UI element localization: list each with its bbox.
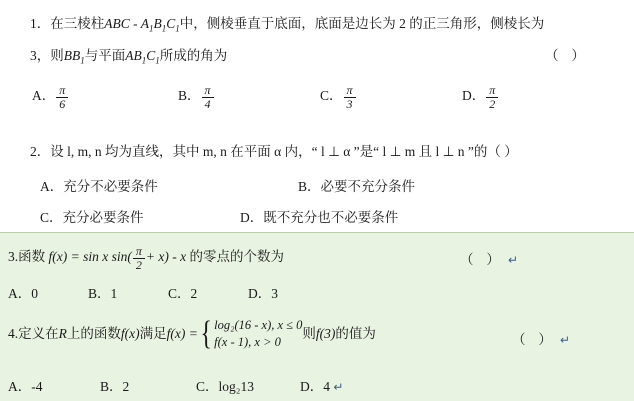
q3-option-a[interactable]: A．0	[8, 286, 38, 301]
q1-option-b-fraction	[202, 84, 214, 110]
q3-option-d[interactable]: D．3	[248, 286, 278, 301]
q1-option-c-label: C．	[320, 88, 343, 104]
question-3-stem	[8, 245, 284, 271]
q1-option-d-label: D．	[462, 88, 486, 104]
q3-math-head: f(x) = sin x sin(	[48, 249, 132, 265]
question-3-answer-blank	[460, 250, 518, 270]
q4-options-return-mark: ↵	[333, 380, 344, 394]
q3-stem-tail: 的零点的个数为	[189, 249, 284, 265]
q1-math-ab1c1: $AB_1C_1$	[125, 48, 160, 66]
q4-stem-tail: 则	[302, 325, 316, 341]
q4-blank-text: （ ）	[512, 332, 557, 347]
q4-option-c[interactable]: C．log₂13	[196, 379, 254, 394]
q3-blank-text: （ ）	[460, 252, 505, 267]
q1-option-b[interactable]	[178, 84, 215, 110]
q2-option-c[interactable]: C．充分必要条件	[40, 210, 144, 225]
question-1-line-2	[30, 46, 227, 68]
q2-option-b[interactable]: B．必要不充分条件	[298, 179, 416, 194]
q1-option-c-denominator: 3	[344, 97, 356, 111]
q4-return-mark: ↵	[559, 333, 570, 347]
q1-option-d-numerator: π	[489, 83, 496, 97]
q4-option-d[interactable]	[300, 375, 343, 395]
q1-line2-prefix: 3，则	[30, 48, 64, 63]
q1-option-c-fraction	[344, 84, 356, 110]
q1-math-bb1: $BB_1$	[63, 48, 85, 66]
q1-math-1: ABC	[104, 16, 130, 31]
q4-math-r: R	[58, 325, 67, 341]
q1-line2-tail: 所成的角为	[159, 48, 228, 63]
q4-option-d-label: D．4	[300, 379, 330, 394]
q4-option-b[interactable]: B．2	[100, 379, 130, 394]
q1-stem-tail: 中，侧棱垂直于底面，底面是边长为 2 的正三角形，侧棱长为	[179, 16, 545, 31]
q1-option-a-label: A．	[32, 88, 56, 104]
q4-cases-group	[198, 317, 303, 351]
q4-stem-mid: 上的函数	[66, 325, 121, 341]
question-2-stem: 2．设 l, m, n 均为直线，其中 m, n 在平面 α 内，“ l ⊥ α ”是“ l ⊥ m 且 l ⊥ n ”的（ ）	[30, 144, 518, 159]
question-4-stem	[8, 315, 376, 353]
q4-case-1: log₂(16 - x), x ≤ 0	[214, 318, 303, 332]
q1-option-d-fraction	[486, 84, 498, 110]
q1-line2-mid: 与平面	[84, 48, 126, 63]
q1-option-c[interactable]	[320, 84, 357, 110]
q1-option-a-fraction	[56, 84, 68, 110]
q1-stem-prefix: 1．在三棱柱	[30, 16, 105, 31]
q1-option-a-numerator: π	[59, 83, 66, 97]
q4-math-fx: f(x)	[120, 325, 140, 341]
q1-option-d-denominator: 2	[486, 97, 498, 111]
q3-numerator: π	[135, 244, 142, 258]
q3-fraction	[133, 245, 145, 271]
q1-math-dash: -	[129, 16, 141, 31]
q4-case-2: f(x - 1), x > 0	[214, 334, 281, 349]
q4-stem-prefix: 4.定义在	[8, 325, 59, 341]
q4-stem-mid-2: 满足	[139, 325, 167, 341]
q3-option-c[interactable]: C．2	[168, 286, 198, 301]
q1-option-a-denominator: 6	[56, 97, 68, 111]
q1-option-c-numerator: π	[346, 83, 353, 97]
q1-math-2: $A_1B_1C_1$	[140, 16, 180, 34]
q1-blank-text: （ ）	[545, 48, 590, 63]
q3-stem-prefix: 3.函数	[8, 249, 46, 265]
q4-math-f3: f(3)	[315, 325, 336, 341]
question-4-answer-blank	[512, 330, 570, 350]
q2-option-a[interactable]: A．充分不必要条件	[40, 179, 158, 194]
q4-stem-tail-2: 的值为	[335, 325, 376, 341]
question-1-line-1	[30, 14, 544, 36]
q3-math-tail: + x) - x	[145, 249, 187, 265]
q1-option-b-denominator: 4	[202, 97, 214, 111]
q1-option-a[interactable]	[32, 84, 69, 110]
q1-option-b-numerator: π	[204, 83, 211, 97]
question-1-answer-blank	[545, 46, 590, 66]
q3-option-b[interactable]: B．1	[88, 286, 118, 301]
q3-denominator: 2	[133, 258, 145, 272]
q3-return-mark: ↵	[507, 253, 518, 267]
q4-math-fx-eq: f(x) =	[166, 325, 198, 341]
q4-option-a[interactable]: A．-4	[8, 379, 43, 394]
q2-option-d[interactable]: D．既不充分也不必要条件	[240, 210, 399, 225]
q4-brace-icon: {	[200, 315, 212, 353]
q4-cases	[214, 317, 302, 351]
q1-option-d[interactable]	[462, 84, 499, 110]
q1-option-b-label: B．	[178, 88, 201, 104]
